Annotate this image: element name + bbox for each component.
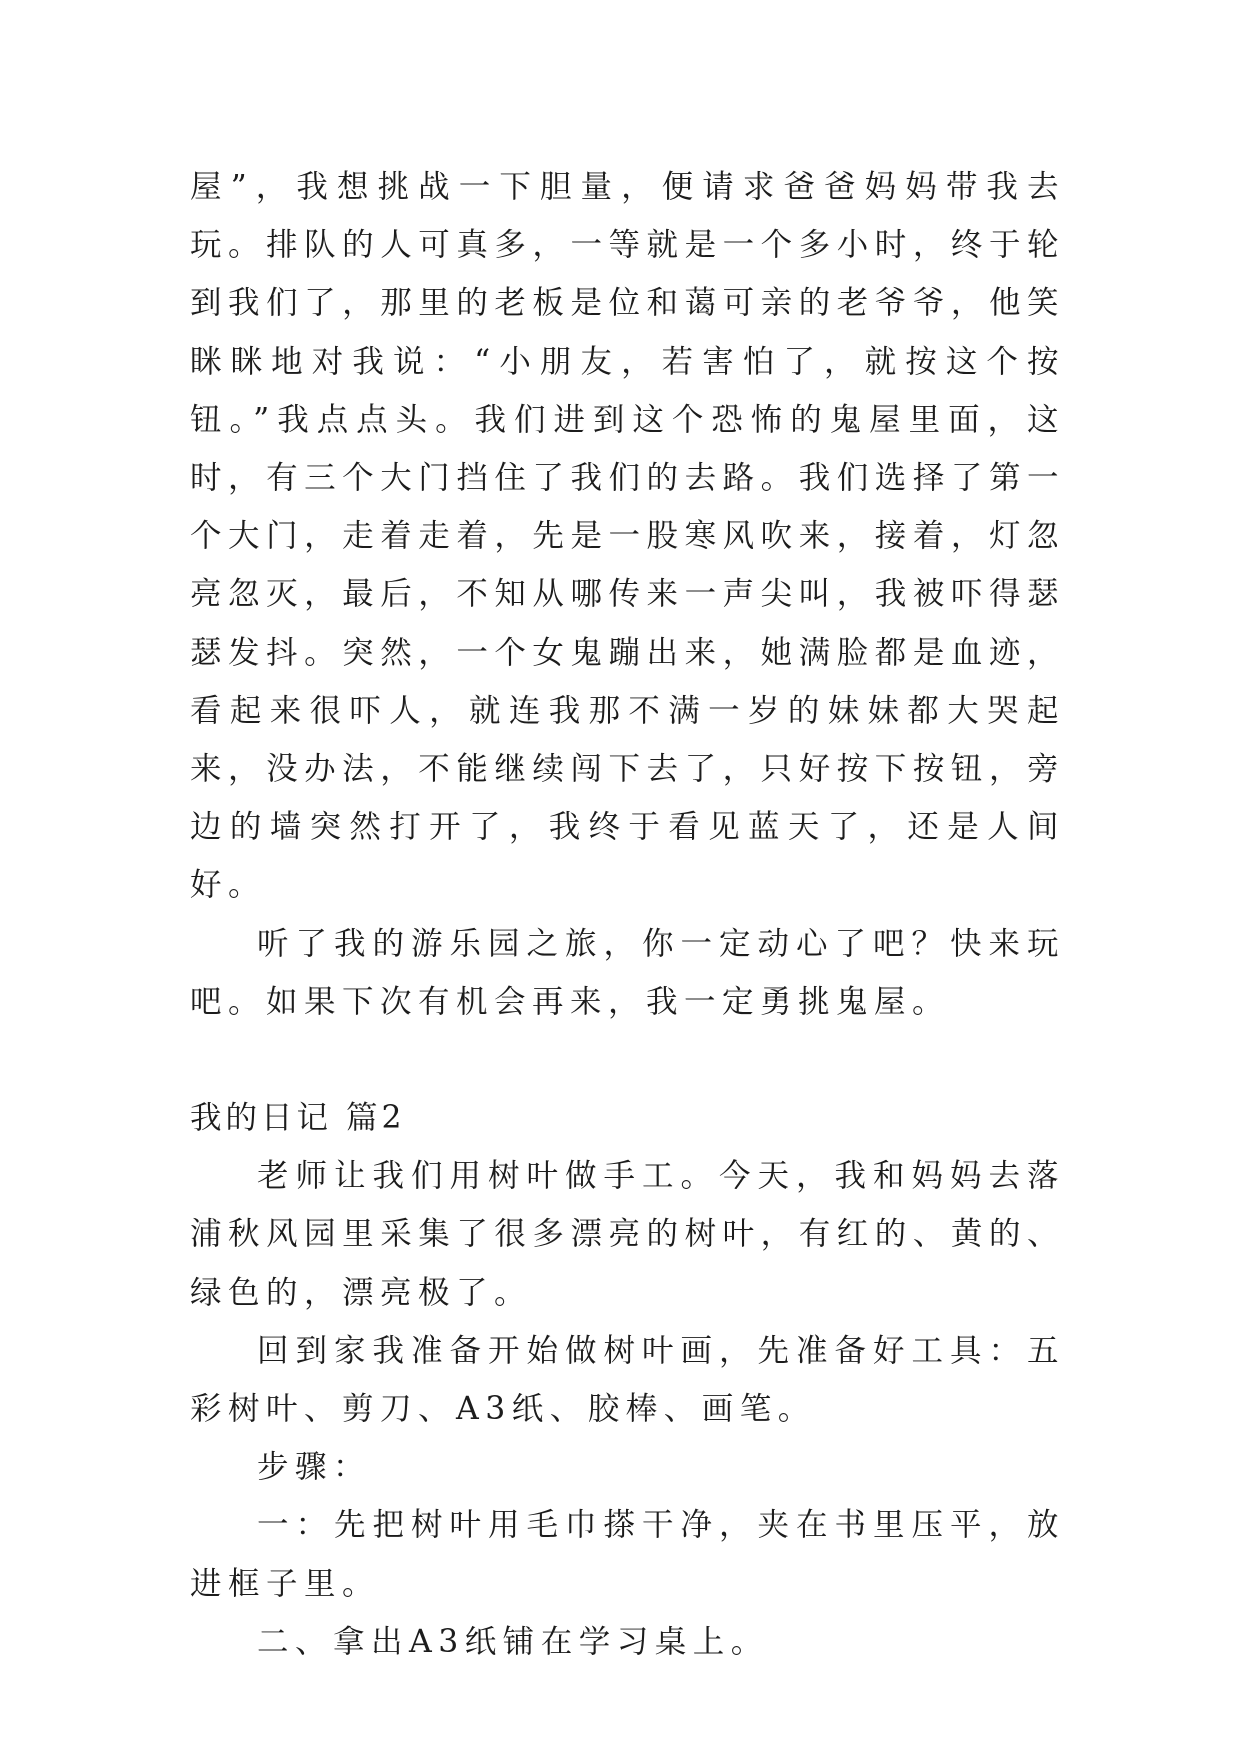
paragraph-leaf-collecting: 老师让我们用树叶做手工。今天，我和妈妈去落浦秋风园里采集了很多漂亮的树叶，有红的、黄的、绿色的，漂亮极了。 [190,1158,1065,1311]
paragraph-ghost-house: 屋”，我想挑战一下胆量，便请求爸爸妈妈带我去玩。排队的人可真多，一等就是一个多小时，终于轮到我们了，那里的老板是位和蔼可亲的老爷爷，他笑眯眯地对我说：“小朋友，若害怕了，就按这个按钮。”我点点头。我们进到这个恐怖的鬼屋里面，这时，有三个大门挡住了我们的去路。我们选择了第一个大门，走着走着，先是一股寒风吹来，接着，灯忽亮忽灭，最后，不知从哪传来一声尖叫，我被吓得瑟瑟发抖。突然，一个女鬼蹦出来，她满脸都是血迹，看起来很吓人，就连我那不满一岁的妹妹都大哭起来，没办法，不能继续闯下去了，只好按下按钮，旁边的墙突然打开了，我终于看见蓝天了，还是人间好。 [190,169,1065,904]
paragraph-tools: 回到家我准备开始做树叶画，先准备好工具：五彩树叶、剪刀、A3纸、胶棒、画笔。 [190,1332,1065,1428]
paragraph-steps-label: 步骤： [257,1449,372,1486]
paragraph-step-one: 一：先把树叶用毛巾搽干净，夹在书里压平，放进框子里。 [190,1507,1065,1602]
document-body [190,158,1065,1671]
section-heading: 我的日记 篇2 [190,1100,406,1137]
paragraph-conclusion: 听了我的游乐园之旅，你一定动心了吧？快来玩吧。如果下次有机会再来，我一定勇挑鬼屋。 [190,925,1065,1020]
paragraph-step-two: 二、拿出A3纸铺在学习桌上。 [257,1623,769,1660]
section-gap [190,1031,1065,1089]
